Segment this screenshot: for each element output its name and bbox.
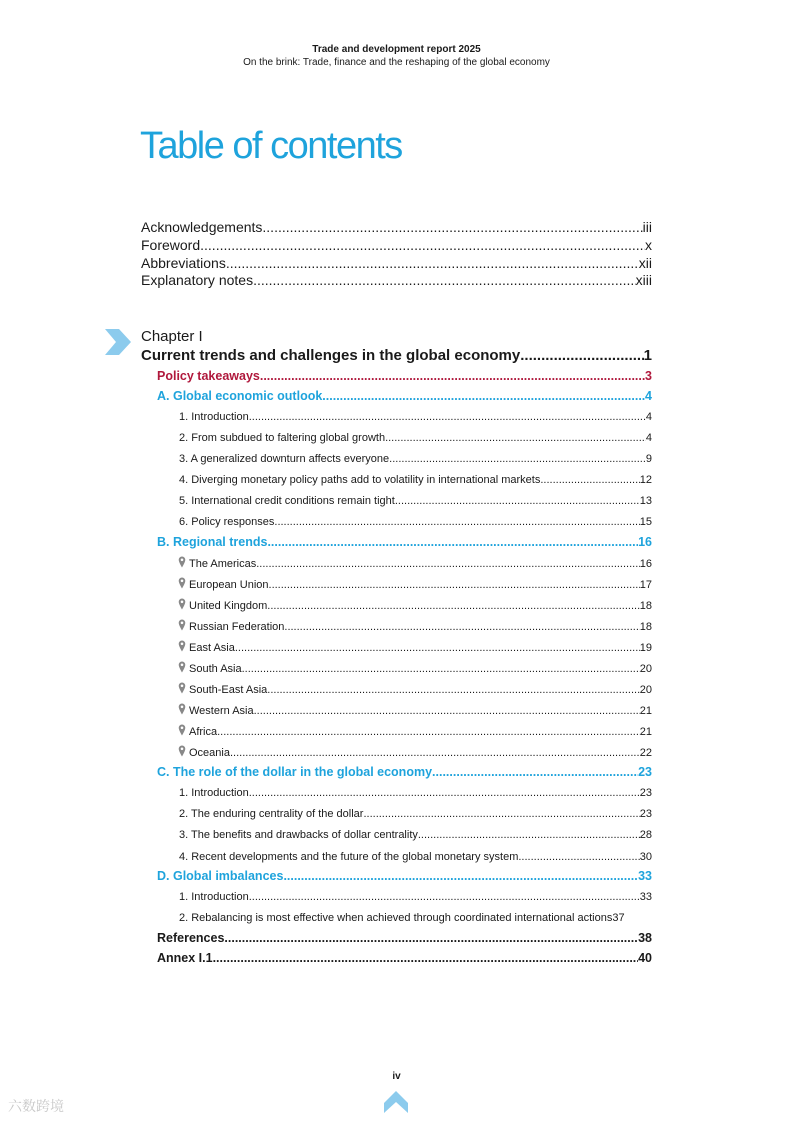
- toc-entry-label: 3. The benefits and drawbacks of dollar centrality: [179, 829, 418, 841]
- toc-subentry-region[interactable]: [178, 724, 652, 739]
- toc-entry-policy-takeaways[interactable]: [157, 368, 652, 384]
- toc-entry-page: 17: [639, 579, 652, 591]
- toc-subentry[interactable]: [179, 494, 652, 508]
- toc-entry-page: 1: [643, 347, 652, 364]
- toc-entry-page: 13: [639, 495, 652, 507]
- toc-entry-page: 18: [639, 600, 652, 612]
- toc-entry-label: United Kingdom: [189, 600, 268, 612]
- toc-subentry[interactable]: [179, 828, 652, 842]
- report-subtitle: On the brink: Trade, finance and the reshaping of the global economy: [243, 57, 550, 68]
- page-number: iv: [392, 1071, 401, 1082]
- toc-entry-label: Current trends and challenges in the global economy: [141, 347, 521, 364]
- toc-subentry[interactable]: [179, 786, 652, 800]
- toc-subentry[interactable]: [179, 431, 652, 445]
- toc-entry-abbreviations[interactable]: [141, 254, 652, 272]
- toc-entry-label: 4. Recent developments and the future of the global monetary system: [179, 851, 519, 863]
- toc-subentry-region[interactable]: [178, 556, 652, 571]
- toc-subentry[interactable]: [179, 850, 652, 864]
- map-pin-icon: [178, 724, 186, 736]
- toc-entry-label: Annex I.1: [157, 951, 213, 965]
- toc-entry-label: Explanatory notes: [141, 272, 254, 288]
- toc-entry-explanatory-notes[interactable]: [141, 271, 652, 289]
- toc-subentry-region[interactable]: [178, 682, 652, 697]
- toc-subentry[interactable]: [179, 452, 652, 466]
- toc-entry-label: South Asia: [189, 663, 242, 675]
- toc-entry-page: xii: [638, 255, 652, 271]
- toc-entry-references[interactable]: [157, 930, 652, 946]
- toc-entry-page: 33: [638, 869, 652, 883]
- toc-entry-label: 2. Rebalancing is most effective when achieved through coordinated international actions: [179, 912, 613, 924]
- toc-entry-acknowledgements[interactable]: [141, 218, 652, 236]
- toc-entry-page: 33: [639, 891, 652, 903]
- toc-entry-label: References: [157, 931, 225, 945]
- report-header: [0, 43, 793, 69]
- toc-entry-page: 21: [639, 705, 652, 717]
- toc-entry-page: 23: [638, 765, 652, 779]
- watermark: 六数跨境: [8, 1098, 64, 1114]
- toc-subentry-region[interactable]: [178, 661, 652, 676]
- toc-subentry[interactable]: [179, 911, 652, 925]
- toc-entry-page: 20: [639, 663, 652, 675]
- toc-entry-chapter-title[interactable]: [141, 346, 652, 365]
- map-pin-icon: [178, 703, 186, 715]
- toc-entry-label: C. The role of the dollar in the global economy: [157, 765, 433, 779]
- toc-entry-page: 16: [638, 535, 652, 549]
- toc-entry-label: South-East Asia: [189, 684, 268, 696]
- toc-entry-label: 3. A generalized downturn affects everyone: [179, 453, 390, 465]
- toc-entry-label: 5. International credit conditions remain tight: [179, 495, 395, 507]
- map-pin-icon: [178, 661, 186, 673]
- toc-entry-page: 4: [645, 389, 652, 403]
- toc-entry-label: Russian Federation: [189, 621, 285, 633]
- toc-entry-label: 2. The enduring centrality of the dollar: [179, 808, 364, 820]
- toc-entry-page: 3: [645, 369, 652, 383]
- toc-entry-page: 19: [639, 642, 652, 654]
- toc-entry-label: Africa: [189, 726, 218, 738]
- toc-entry-label: Foreword: [141, 237, 201, 253]
- toc-entry-page: 21: [639, 726, 652, 738]
- toc-entry-page: 38: [638, 931, 652, 945]
- map-pin-icon: [178, 682, 186, 694]
- toc-entry-page: iii: [642, 219, 652, 235]
- toc-subentry[interactable]: [179, 410, 652, 424]
- toc-entry-page: 15: [639, 516, 652, 528]
- toc-entry-page: 20: [639, 684, 652, 696]
- map-pin-icon: [178, 577, 186, 589]
- report-title: Trade and development report 2025: [312, 44, 481, 55]
- toc-entry-page: xiii: [635, 272, 652, 288]
- toc-subentry-region[interactable]: [178, 598, 652, 613]
- toc-entry-label: B. Regional trends: [157, 535, 268, 549]
- toc-entry-page: 37: [612, 912, 625, 924]
- toc-entry-label: Acknowledgements: [141, 219, 263, 235]
- toc-subentry-region[interactable]: [178, 619, 652, 634]
- toc-entry-label: The Americas: [189, 558, 257, 570]
- map-pin-icon: [178, 745, 186, 757]
- toc-entry-page: 18: [639, 621, 652, 633]
- toc-entry-label: 2. From subdued to faltering global growth: [179, 432, 386, 444]
- toc-entry-page: 30: [639, 851, 652, 863]
- toc-entry-label: 1. Introduction: [179, 787, 249, 799]
- toc-subentry[interactable]: [179, 807, 652, 821]
- chapter-label: Chapter I: [141, 328, 203, 345]
- toc-entry-label: Policy takeaways: [157, 369, 260, 383]
- map-pin-icon: [178, 556, 186, 568]
- toc-entry-page: 16: [639, 558, 652, 570]
- toc-entry-section-b[interactable]: [157, 534, 652, 550]
- toc-entry-label: Western Asia: [189, 705, 254, 717]
- chevron-up-icon[interactable]: [383, 1089, 409, 1115]
- map-pin-icon: [178, 619, 186, 631]
- toc-entry-section-a[interactable]: [157, 388, 652, 404]
- toc-entry-label: East Asia: [189, 642, 235, 654]
- toc-entry-page: 4: [645, 411, 652, 423]
- toc-entry-label: D. Global imbalances: [157, 869, 284, 883]
- toc-entry-page: 22: [639, 747, 652, 759]
- toc-entry-label: Abbreviations: [141, 255, 226, 271]
- toc-entry-page: 4: [645, 432, 652, 444]
- toc-entry-label: A. Global economic outlook: [157, 389, 323, 403]
- toc-entry-label: Oceania: [189, 747, 230, 759]
- toc-entry-annex[interactable]: [157, 950, 652, 966]
- toc-entry-label: 1. Introduction: [179, 411, 249, 423]
- toc-entry-page: 9: [645, 453, 652, 465]
- toc-entry-page: 12: [639, 474, 652, 486]
- toc-entry-page: 23: [639, 787, 652, 799]
- toc-subentry-region[interactable]: [178, 640, 652, 655]
- toc-entry-foreword[interactable]: [141, 236, 652, 254]
- toc-subentry[interactable]: [179, 473, 652, 487]
- toc-entry-page: 23: [639, 808, 652, 820]
- toc-entry-label: European Union: [189, 579, 269, 591]
- toc-entry-page: 40: [638, 951, 652, 965]
- toc-subentry-region[interactable]: [178, 745, 652, 760]
- toc-subentry[interactable]: [179, 515, 652, 529]
- toc-subentry-region[interactable]: [178, 577, 652, 592]
- toc-entry-page: 28: [639, 829, 652, 841]
- toc-entry-label: 4. Diverging monetary policy paths add to volatility in international markets: [179, 474, 541, 486]
- toc-entry-section-c[interactable]: [157, 764, 652, 780]
- chevron-right-icon: [103, 328, 133, 358]
- toc-subentry-region[interactable]: [178, 703, 652, 718]
- toc-entry-page: x: [645, 237, 652, 253]
- map-pin-icon: [178, 640, 186, 652]
- toc-subentry[interactable]: [179, 890, 652, 904]
- toc-entry-section-d[interactable]: [157, 868, 652, 884]
- toc-entry-label: 1. Introduction: [179, 891, 249, 903]
- toc-entry-label: 6. Policy responses: [179, 516, 275, 528]
- map-pin-icon: [178, 598, 186, 610]
- toc-title: Table of contents: [140, 125, 402, 167]
